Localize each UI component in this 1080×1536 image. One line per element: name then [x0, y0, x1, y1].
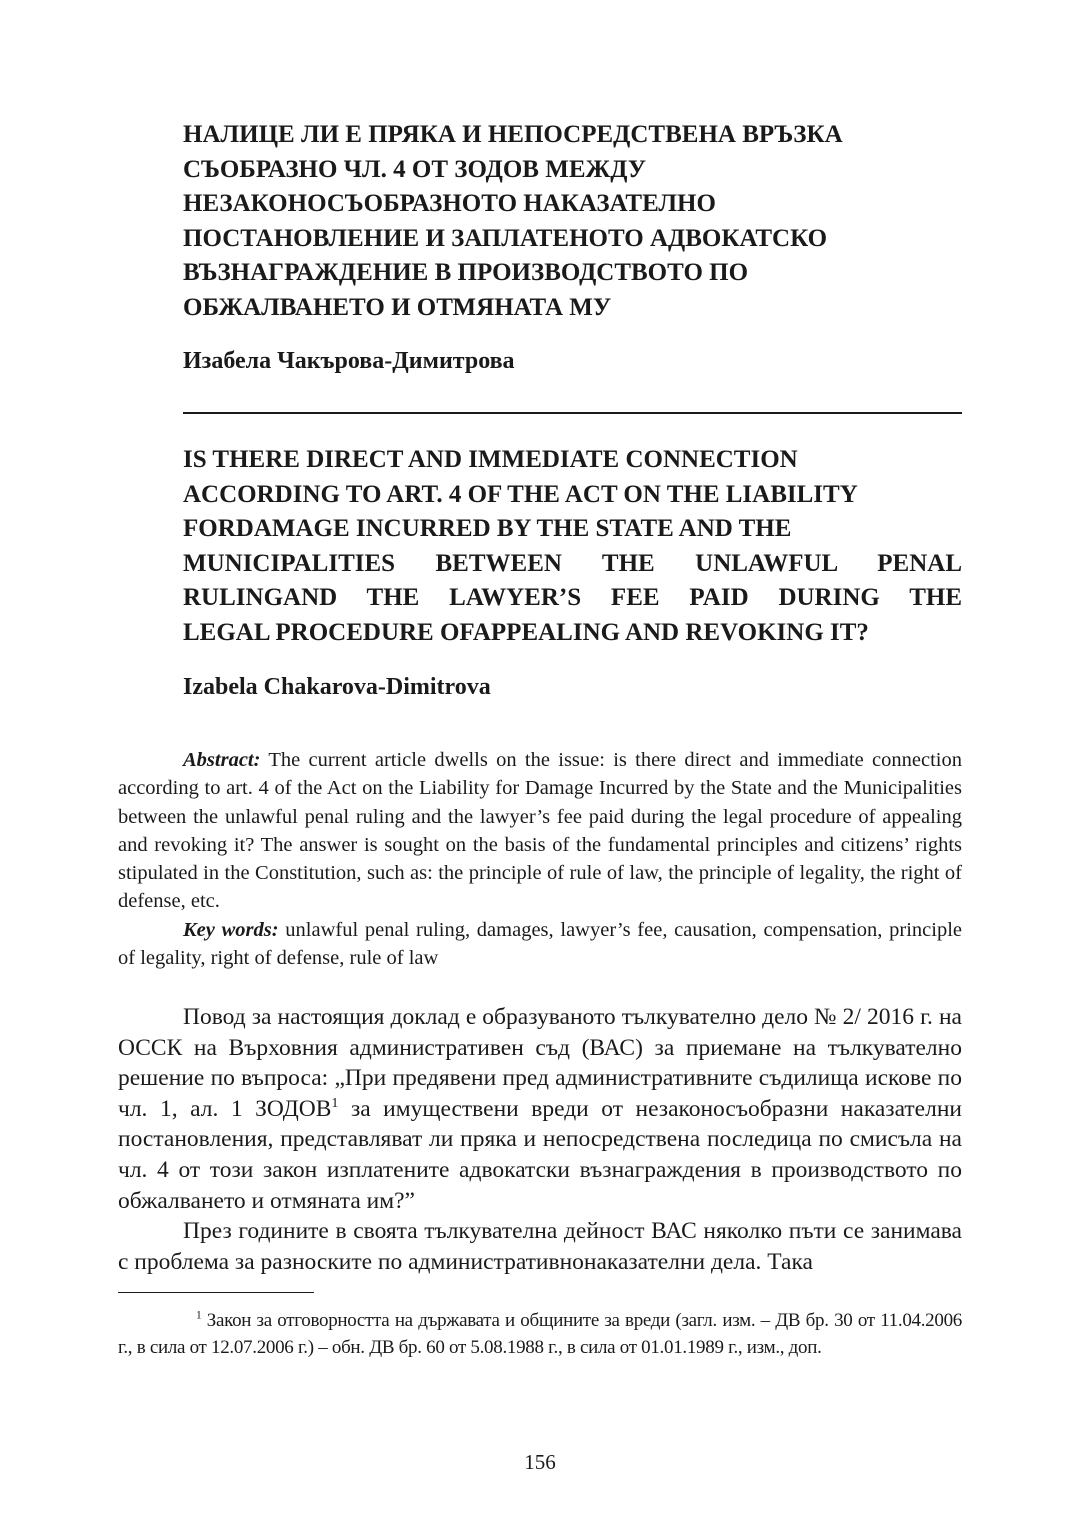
footnote-text: Закон за отговорността на държавата и общините за вреди (загл. изм. – ДВ бр. 30 от 11.04.2006 г., в сила от 12.07.2006 г.) – обн. ДВ бр. 60 от 5.08.1988 г., в сила от 01.01.1989 г., изм., доп. — [118, 1310, 962, 1358]
title-en-line: IS THERE DIRECT AND IMMEDIATE CONNECTION — [183, 446, 798, 473]
title-en-line: ACCORDING TO ART. 4 OF THE ACT ON THE LIABILITY — [183, 480, 858, 508]
title-en-line: LEGAL PROCEDURE OFAPPEALING AND REVOKING IT? — [183, 618, 869, 646]
title-bg-line: НАЛИЦЕ ЛИ Е ПРЯКА И НЕПОСРЕДСТВЕНА ВРЪЗКА — [183, 121, 843, 148]
title-en-line: RULINGAND THE LAWYER’S FEE PAID DURING THE — [183, 584, 962, 612]
abstract-text: The current article dwells on the issue: is there direct and immediate connection according to art. 4 of the Act on the Liability for Damage Incurred by the State and the Municipalities between the unlawful penal ruling and the lawyer’s fee paid during the legal procedure of appealing and revoking it? The answer is sought on the basis of the fundamental principles and citizens’ rights stipulated in the Constitution, such as: the principle of rule of law, the principle of legality, the right of defense, etc. — [118, 749, 962, 913]
title-english — [183, 443, 962, 651]
page-number: 156 — [524, 1450, 556, 1474]
title-en-line: FORDAMAGE INCURRED BY THE STATE AND THE — [183, 515, 792, 543]
footnote-reference[interactable]: 1 — [331, 1094, 339, 1111]
abstract-block — [118, 746, 962, 972]
author-english: Izabela Chakarova-Dimitrova — [183, 674, 491, 700]
body-paragraph: През годините в своята тълкувателна дейност ВАС няколко пъти се занимава с проблема за разноските по административнонаказателни дела. Така — [118, 1218, 962, 1275]
author-bulgarian: Изабела Чакърова-Димитрова — [183, 348, 515, 374]
body-paragraph — [118, 1002, 962, 1216]
body-text-span: за имуществени вреди от незаконосъобразни наказателни постановления, представляват ли пряка и непосредствена последица по смисъла на чл. 4 от този закон изплатените адвокатски възнаграждения в производството по обжалването и отмяната им?” — [118, 1095, 962, 1214]
title-bg-line: СЪОБРАЗНО ЧЛ. 4 ОТ ЗОДОВ МЕЖДУ — [183, 155, 647, 183]
title-bulgarian — [183, 118, 963, 325]
title-bg-line: ОБЖАЛВАНЕТО И ОТМЯНАТА МУ — [183, 293, 612, 321]
footnote-paragraph — [118, 1308, 962, 1361]
title-bg-line: ПОСТАНОВЛЕНИЕ И ЗАПЛАТЕНОТО АДВОКАТСКО — [183, 224, 828, 252]
keywords-text: unlawful penal ruling, damages, lawyer’s fee, causation, compensation, principle of legality, right of defense, rule of law — [118, 918, 963, 970]
title-divider — [183, 412, 962, 414]
abstract-paragraph — [118, 746, 962, 916]
footnote-divider — [118, 1292, 314, 1293]
title-bg-line: ВЪЗНАГРАЖДЕНИЕ В ПРОИЗВОДСТВОТО ПО — [183, 259, 749, 286]
footnote — [118, 1308, 962, 1361]
body-text-span: Повод за настоящия доклад е образуваното тълкувателно дело № 2/ 2016 г. на ОССК на Върховния административен съд (ВАС) за приемане на тълкувателно решение по въпроса: „При предявени пред административните съдилища искове по чл. 1, ал. 1 ЗОДОВ — [118, 1004, 962, 1122]
body-text — [118, 1002, 962, 1277]
title-en-line: MUNICIPALITIES BETWEEN THE UNLAWFUL PENAL — [183, 549, 962, 577]
keywords-paragraph — [118, 916, 962, 973]
footnote-marker: 1 — [196, 1309, 202, 1322]
title-bg-line: НЕЗАКОНОСЪОБРАЗНОТО НАКАЗАТЕЛНО — [183, 190, 716, 217]
keywords-label: Key words: — [183, 918, 279, 941]
abstract-label: Abstract: — [183, 749, 261, 771]
